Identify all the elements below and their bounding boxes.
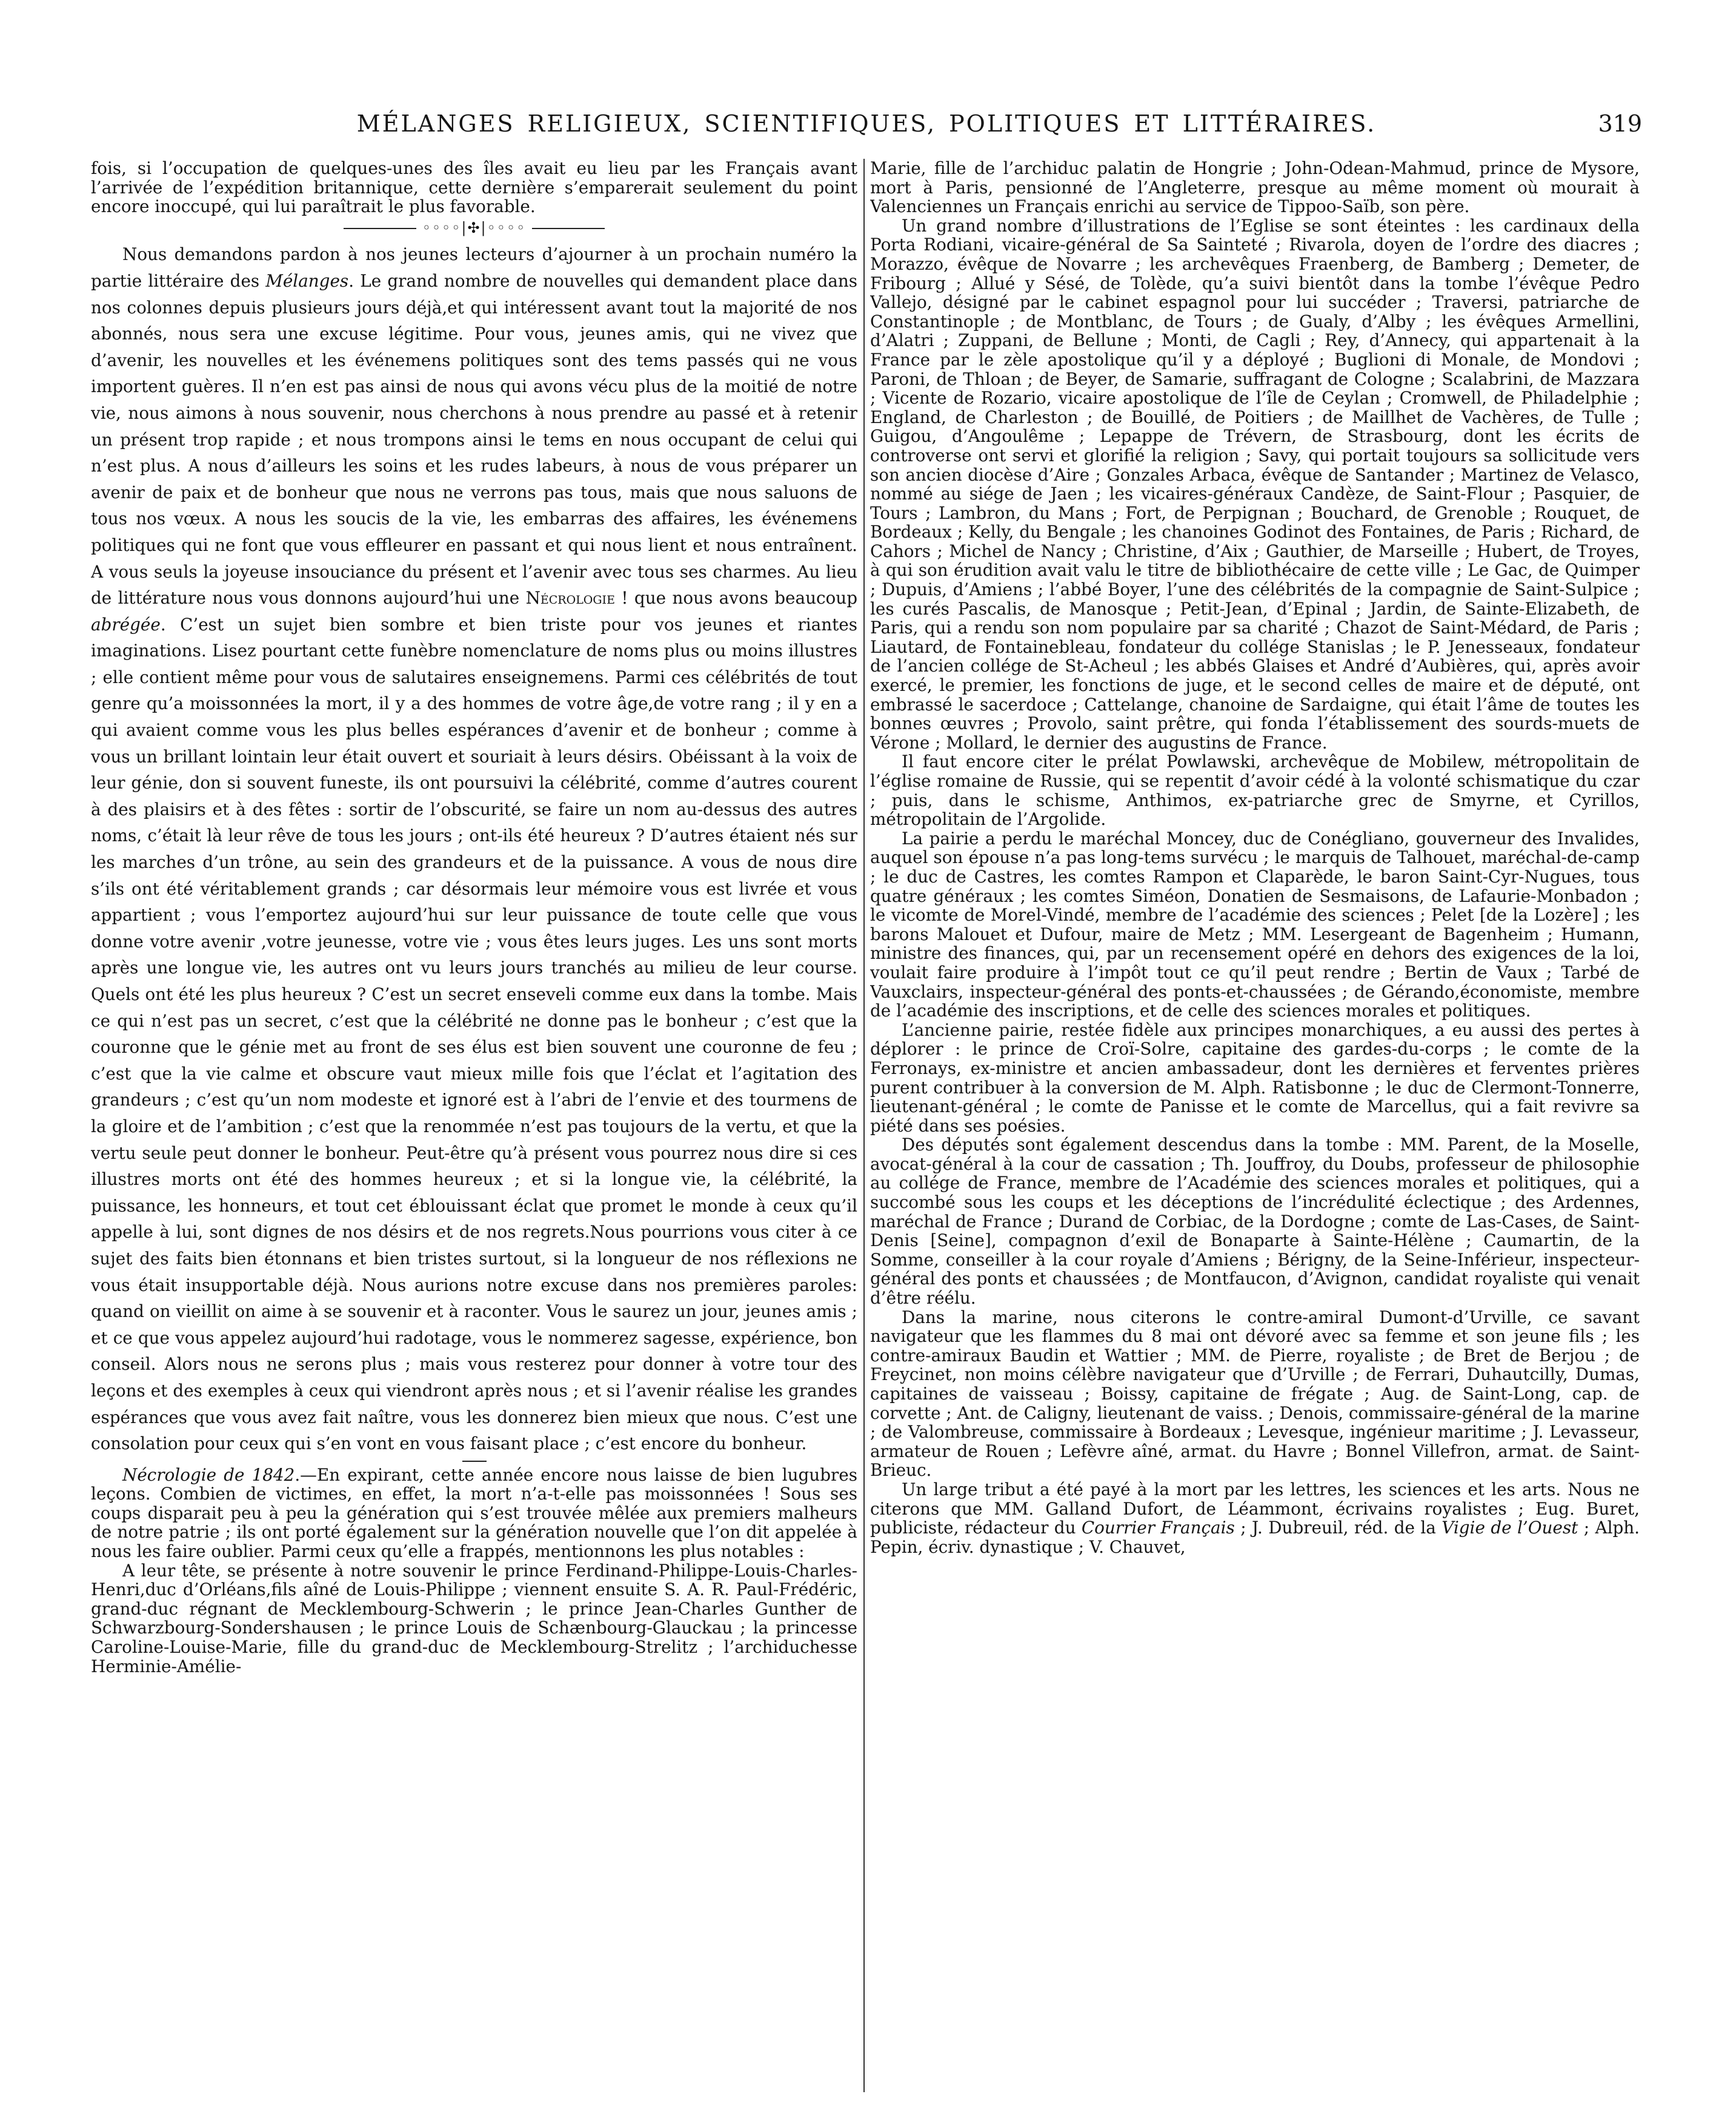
paragraph-marine: Dans la marine, nous citerons le contre-amiral Dumont-d’Urville, ce savant navigateur que les flammes du 8 mai ont dévoré avec sa femme et son jeune fils ; les contre-amiraux Baudin et Wattier ; MM. de Pierre, royaliste ; de Bret de Berjou ; de Freycinet, non moins célèbre navigateur que d’Urville ; de Ferrari, Duhautcilly, Dumas, capitaines de vaisseau ; Boissy, capitaine de frégate ; Aug. de Saint-Long, cap. de corvette ; Ant. de Caligny, lieutenant de vaiss. ; Denois, commissaire-général de la marine ; de Valombreuse, commissaire à Bordeaux ; Levesque, ingénieur maritime ; J. Levasseur, armateur de Rouen ; Lefèvre aîné, armat. du Havre ; Bonnel Villefron, armat. de Saint-Brieuc. <box>870 1307 1640 1481</box>
running-title: MÉLANGES RELIGIEUX, SCIENTIFIQUES, POLITIQUES ET LITTÉRAIRES. <box>356 110 1377 137</box>
paragraph-pairie: La pairie a perdu le maréchal Moncey, duc de Conégliano, gouverneur des Invalides, auquel son épouse n’a pas long-tems survécu ; le marquis de Talhouet, maréchal-de-camp ; le duc de Castres, les comtes Rampon et Claparède, le baron Saint-Cyr-Nugues, tous quatre généraux ; les comtes Siméon, Donatien de Sesmaisons, de Lafaurie-Monbadon ; le vicomte de Morel-Vindé, membre de l’académie des sciences ; Pelet [de la Lozère] ; les barons Malouet et Dufour, maire de Metz ; MM. Lesergeant de Bagenheim ; Humann, ministre des finances, qui, par un recensement opéré en dehors des exigences de la loi, voulait faire produire à l’impôt tout ce qu’il peut rendre ; Bertin de Vaux ; Tarbé de Vauxclairs, inspecteur-général des ponts-et-chaussées ; de Gérando,économiste, membre de l’académie des inscriptions, et de celle des sciences morales et politiques. <box>870 828 1640 1021</box>
paragraph-editorial-note <box>91 241 857 1456</box>
text-run: .—En expirant, cette année encore nous laisse de bien lugubres leçons. Combien de victimes, en effet, la mort n’a-t-elle pas moissonnées ! Sous ses coups disparait peu à peu la génération qui s’est trouvée mêlée aux premiers malheurs de notre patrie ; ils ont porté également sur la génération nouvelle que l’on dit appelée à nous les faire oublier. Parmi ceux qu’elle a frappés, mentionnons les plus notables : <box>91 1464 857 1562</box>
italic-title-melanges: Mélanges <box>265 270 349 291</box>
column-divider <box>863 159 865 2092</box>
italic-section-title: Nécrologie de 1842 <box>122 1464 295 1485</box>
paragraph-continuation: fois, si l’occupation de quelques-unes des îles avait eu lieu par les Français avant l’arrivée de l’expédition britannique, cette dernière s’emparerait seulement du point encore inoccupé, qui lui paraîtrait le plus favorable. <box>91 159 857 217</box>
text-run: ; J. Dubreuil, réd. de la <box>1234 1518 1442 1538</box>
left-column <box>91 159 857 2092</box>
italic-courrier-francais: Courrier Français <box>1081 1518 1235 1538</box>
short-rule <box>462 1461 487 1462</box>
paragraph-deputes: Des députés sont également descendus dans la tombe : MM. Parent, de la Moselle, avocat-général à la cour de cassation ; Th. Jouffroy, du Doubs, professeur de philosophie au collége de France, membre de l’Académie des sciences morales et politiques, qui a succombé sous les coups et les déceptions de l’incrédulité éclectique ; des Ardennes, maréchal de France ; Durand de Corbiac, de la Dordogne ; comte de Las-Cases, de Saint-Denis [Seine], compagnon d’exil de Bonaparte à Sainte-Hélène ; Caumartin, de la Somme, conseiller à la cour royale d’Amiens ; Bérigny, de la Seine-Inférieur, inspecteur-général des ponts et chaussées ; de Montfaucon, d’Avignon, candidat royaliste qui venait d’être réélu. <box>870 1135 1640 1309</box>
text-run: ! que nous avons beaucoup <box>614 588 857 609</box>
paragraph-prelates: Il faut encore citer le prélat Powlawski, archevêque de Mobilew, métropolitain de l’église romaine de Russie, qui se repentit d’avoir cédé à la volonté schismatique du czar ; puis, dans le schisme, Anthimos, ex-patriarche grec de Smyrne, et Cyrillos, métropolitain de l’Argolide. <box>870 752 1640 830</box>
running-head <box>91 110 1642 147</box>
page-number: 319 <box>1598 110 1642 137</box>
ornament-glyph: ◦◦◦◦|✣|◦◦◦◦ <box>422 219 527 236</box>
paragraph-princes: A leur tête, se présente à notre souvenir le prince Ferdinand-Philippe-Louis-Charles-Henri,duc d’Orléans,fils aîné de Louis-Philippe ; viennent ensuite S. A. R. Paul-Frédéric, grand-duc régnant de Mecklembourg-Schwerin ; le prince Jean-Charles Gunther de Schwarzbourg-Sondershausen ; le prince Louis de Schænbourg-Glauckau ; la princesse Caroline-Louise-Marie, fille du grand-duc de Mecklembourg-Strelitz ; l’archiduchesse Herminie-Amélie- <box>91 1560 857 1676</box>
ornament-divider <box>91 219 857 238</box>
text-run: Nous demandons pardon à nos jeunes lecteurs d’ajourner à un prochain numéro la partie littéraire des <box>91 244 857 291</box>
text-run: . C’est un sujet bien sombre et bien triste pour vos jeunes et riantes imaginations. Lisez pourtant cette funèbre nomenclature de noms plus ou moins illustres ; elle contient même pour vous de salutaires enseignemens. Parmi ces célébrités de tout genre qu’a moissonnées la mort, il y a des hommes de votre âge,de votre rang ; il y en a qui avaient comme vous les plus belles espérances d’avenir et de bonheur ; comme à vous un brillant lointain leur était ouvert et souriait à leurs désirs. Obéissant à la voix de leur génie, don si souvent funeste, ils ont poursuivi la célébrité, comme d’autres courent à des plaisirs et à des fêtes : sortir de l’obscurité, se faire un nom au-dessus des autres noms, c’était là leur rêve de tous les jours ; ont-ils été heureux ? D’autres étaient nés sur les marches d’un trône, au sein des grandeurs et de la puissance. A vous de nous dire s’ils ont été véritablement grands ; car désormais leur mémoire vous est livrée et vous appartient ; vous l’emportez aujourd’hui sur leur puissance de toute celle que vous donne votre avenir ,votre jeunesse, votre vie ; vous êtes leurs juges. Les uns sont morts après une longue vie, les autres ont vu leurs jours tranchés au milieu de leur course. Quels ont été les plus heureux ? C’est un secret enseveli comme eux dans la tombe. Mais ce qui n’est pas un secret, c’est que la célébrité ne donne pas le bonheur ; c’est que la couronne que le génie met au front de ses élus est bien souvent une couronne de feu ; c’est que la vie calme et obscure vaut mieux mille fois que l’éclat et l’agitation des grandeurs ; c’est qu’un nom modeste et ignoré est à l’abri de l’envie et des tourmens de la gloire et de l’ambition ; c’est que la renommée n’est pas toujours de la vertu, et que la vertu seule peut donner le bonheur. Peut-être qu’à présent vous pourrez nous dire si ces illustres morts ont été des hommes heureux ; et si la longue vie, la célébrité, la puissance, les honneurs, et tout cet éblouissant éclat que promet le monde à ceux qu’il appelle à lui, sont dignes de nos désirs et de nos regrets.Nous pourrions vous citer à ce sujet des faits bien étonnans et bien tristes surtout, si la longueur de nos réflexions ne vous était insupportable déjà. Nous aurions notre excuse dans nos premières paroles: quand on vieillit on aime à se souvenir et à raconter. Vous le saurez un jour, jeunes amis ; et ce que vous appelez aujourd’hui radotage, vous le nommerez sagesse, expérience, bon conseil. Alors nous ne serons plus ; mais vous resterez pour donner à votre tour des leçons et des exemples à ceux qui viendront après nous ; et si l’avenir réalise les grandes espérances que vous avez fait naître, vous les donnerez bien mieux que nous. C’est une consolation pour ceux qui s’en vont en vous faisant place ; c’est encore du bonheur. <box>91 614 857 1454</box>
italic-abregee: abrégée <box>91 614 161 635</box>
text-run: . Le grand nombre de nouvelles qui demandent place dans nos colonnes depuis plusieurs jours déjà,et qui intéressent avant tout la majorité de nos abonnés, nous sera une excuse légitime. Pour vous, jeunes amis, qui ne vivez que d’avenir, les nouvelles et les événemens politiques sont des tems passés qui ne vous importent guères. Il n’en est pas ainsi de nous qui avons vécu plus de la moitié de notre vie, nous aimons à nous souvenir, nous cherchons à nous prendre au passé et à retenir un présent trop rapide ; et nous trompons ainsi le tems en nous occupant de celui qui n’est plus. A nous d’ailleurs les soins et les rudes labeurs, à nous de vous préparer un avenir de paix et de bonheur que nous ne verrons pas tous, mais que nous saluons de tous nos vœux. A nous les soucis de la vie, les embarras des affaires, les événemens politiques qui ne font que vous effleurer en passant et qui nous lient et nous entraînent. A vous seuls la joyeuse insouciance du présent et l’avenir avec tous ses charmes. Au lieu de littérature nous vous donnons aujourd’hui une <box>91 270 857 609</box>
paragraph-ancienne-pairie: L’ancienne pairie, restée fidèle aux principes monarchiques, a eu aussi des pertes à déplorer : le prince de Croï-Solre, capitaine des gardes-du-corps ; le comte de la Ferronays, ex-ministre et ancien ambassadeur, dont les dernières et ferventes prières purent contribuer à la conversion de M. Alph. Ratisbonne ; le duc de Clermont-Tonnerre, lieutenant-général ; le comte de Panisse et le comte de Marcellus, qui a fait revivre sa piété dans ses poésies. <box>870 1019 1640 1136</box>
ornament-rule-left <box>344 228 416 229</box>
paragraph-continuation: Marie, fille de l’archiduc palatin de Hongrie ; John-Odean-Mahmud, prince de Mysore, mort à Paris, pensionné de l’Angleterre, presque au même moment où mourait à Valenciennes un Français enrichi au service de Tippoo-Saïb, son père. <box>870 159 1640 217</box>
italic-vigie-ouest: Vigie de l’Ouest <box>1442 1518 1578 1538</box>
right-column <box>870 159 1640 2092</box>
ornament-rule-right <box>532 228 605 229</box>
text-run: Un large tribut a été payé à la mort par les lettres, les sciences et les arts. Nous ne citerons que MM. Galland Dufort, de Léammont, écrivains royalistes ; Eug. Buret, publiciste, rédacteur du <box>870 1479 1640 1538</box>
paragraph-necrologie-intro <box>91 1465 857 1561</box>
text-run: ; Alph. Pepin, écriv. dynastique ; V. Chauvet, <box>870 1518 1640 1557</box>
small-caps-necrologie: Nécrologie <box>525 588 615 609</box>
paragraph-church: Un grand nombre d’illustrations de l’Eglise se sont éteintes : les cardinaux della Porta Rodiani, vicaire-général de Sa Sainteté ; Rivarola, doyen de l’ordre des diacres ; Morazzo, évêque de Novarre ; les archevêques Fraenberg, de Bamberg ; Demeter, de Fribourg ; Allué y Sésé, de Tolède, qu’a suivi bientôt dans la tombe l’évêque Pedro Vallejo, désigné par le cabinet espagnol pour lui succéder ; Traversi, patriarche de Constantinople ; de Montblanc, de Tours ; de Gualy, d’Alby ; les évêques Armellini, d’Alatri ; Zuppani, de Bellune ; Monti, de Cagli ; Rey, d’Annecy, qui appartenait à la France par le zèle apostolique qu’il y a déployé ; Buglioni di Monale, de Mondovi ; Paroni, de Thloan ; de Beyer, de Samarie, suffragant de Cologne ; Scalabrini, de Mazzara ; Vicente de Rozario, vicaire apostolique de l’île de Ceylan ; Cromwell, de Philadelphie ; England, de Charleston ; de Bouillé, de Poitiers ; de Maillhet de Vachères, de Tulle ; Guigou, d’Angoulême ; Lepappe de Trévern, de Strasbourg, dont les écrits de controverse ont servi et glorifié la religion ; Savy, qui portait toujours sa sollicitude vers son ancien diocèse d’Aire ; Gonzales Arbaca, évêque de Santander ; Martinez de Velasco, nommé au siége de Jaen ; les vicaires-généraux Candèze, de Saint-Flour ; Pasquier, de Tours ; Lambron, du Mans ; Fort, de Perpignan ; Bouchard, de Grenoble ; Rouquet, de Bordeaux ; Kelly, du Bengale ; les chanoines Godinot des Fontaines, de Paris ; Richard, de Cahors ; Michel de Nancy ; Christine, d’Aix ; Gauthier, de Marseille ; Hubert, de Troyes, à qui son érudition avait valu le titre de bibliothécaire de cette ville ; Le Gac, de Quimper ; Dupuis, d’Amiens ; l’abbé Boyer, l’une des célébrités de la compagnie de Saint-Sulpice ; les curés Pascalis, de Manosque ; Petit-Jean, d’Epinal ; Jardin, de Sainte-Elizabeth, de Paris, qui a rendu son nom populaire par sa charité ; Chazot de Saint-Médard, de Paris ; Liautard, de Fontainebleau, fondateur du collége Stanislas ; le P. Jenesseaux, fondateur de l’ancien collége de St-Acheul ; les abbés Glaises et André d’Aubières, qui, après avoir exercé, le premier, les fonctions de juge, et le second celles de maire et de député, ont embrassé le sacerdoce ; Cattelange, chanoine de Sardaigne, qui était l’âme de toutes les bonnes œuvres ; Provolo, saint prêtre, qui fonda l’établissement des sourds-muets de Vérone ; Mollard, le dernier des augustins de France. <box>870 215 1640 753</box>
paragraph-lettres <box>870 1480 1640 1556</box>
